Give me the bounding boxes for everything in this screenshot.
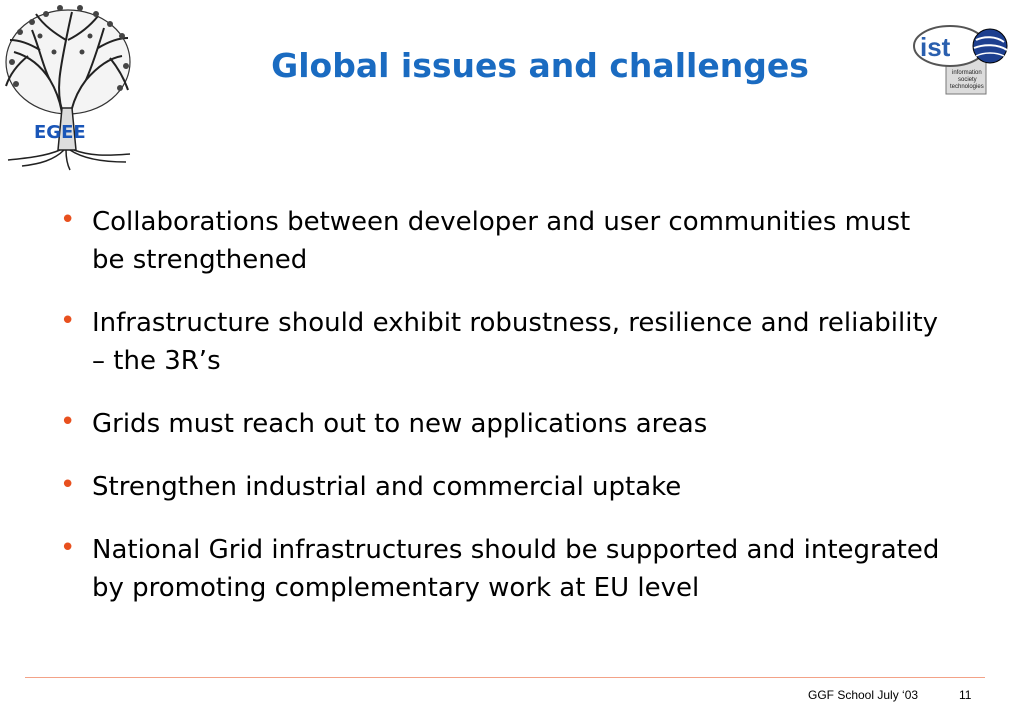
ist-globe-icon [912,24,1010,96]
bullet-icon: • [60,306,76,336]
egee-logo-text: EGEE [34,122,86,143]
bullet-text: Collaborations between developer and user communities must be strengthened [92,207,911,275]
list-item [58,468,948,506]
list-item [58,405,948,443]
page-title: Global issues and challenges [271,46,809,85]
bullet-icon: • [60,533,76,563]
bullet-icon: • [60,470,76,500]
bullet-text: Infrastructure should exhibit robustness, resilience and reliability – the 3R’s [92,308,939,376]
egee-tree-logo [0,0,135,175]
list-item [58,203,948,279]
bullet-text: National Grid infrastructures should be supported and integrated by promoting complementary work at EU level [92,535,940,603]
bullet-icon: • [60,407,76,437]
bullet-icon: • [60,205,76,235]
svg-text:society: society [958,77,977,83]
bullet-text: Grids must reach out to new applications areas [92,409,708,439]
svg-text:information: information [952,70,982,76]
page-number: 11 [959,688,972,702]
tree-icon [0,0,135,175]
bullet-list [58,203,948,632]
bullet-text: Strengthen industrial and commercial uptake [92,472,682,502]
footer-divider [25,677,985,678]
list-item [58,531,948,607]
ist-logo-text: ist [920,32,951,62]
ist-logo [912,24,1010,96]
svg-text:technologies: technologies [950,84,984,90]
list-item [58,304,948,380]
footer-event-label: GGF School July ‘03 [808,688,919,702]
